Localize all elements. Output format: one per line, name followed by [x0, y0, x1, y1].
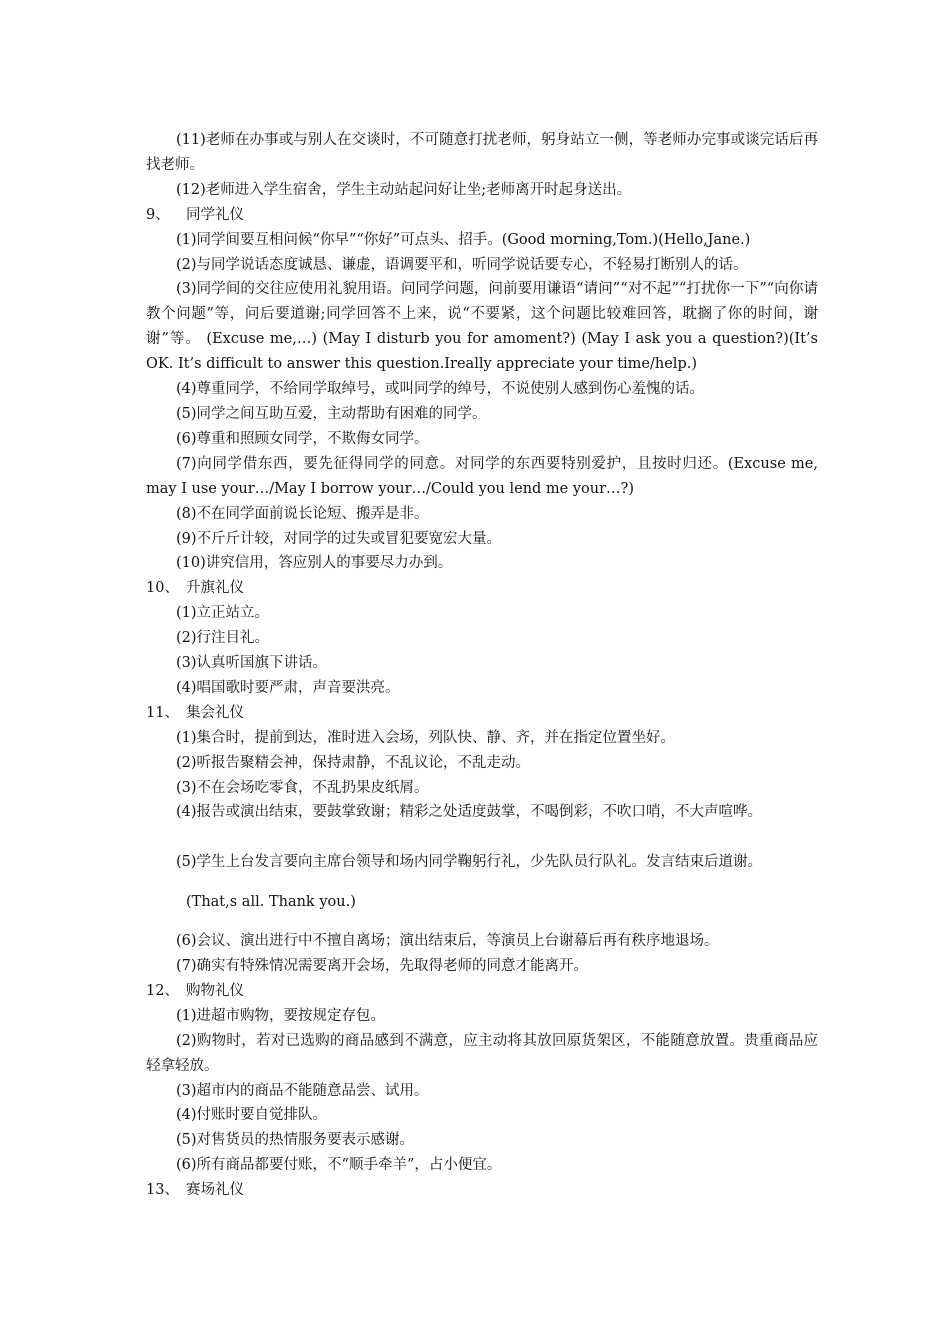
section-title: 同学礼仪	[186, 206, 244, 223]
paragraph: (8)不在同学面前说长论短、搬弄是非。	[176, 505, 429, 522]
section-number: 10、	[146, 580, 179, 597]
section-number: 12、	[146, 982, 179, 999]
document-page	[146, 128, 818, 1203]
paragraph: (11)老师在办事或与别人在交谈时，不可随意打扰老师，躬身站立一侧，等老师办完事或谈完话后再找老师。	[146, 132, 818, 173]
paragraph: (5)学生上台发言要向主席台领导和场内同学鞠躬行礼，少先队员行队礼。发言结束后道谢。	[176, 854, 763, 871]
paragraph: (3)认真听国旗下讲话。	[176, 655, 328, 672]
section-heading	[146, 203, 818, 228]
section-title: 升旗礼仪	[186, 580, 244, 597]
paragraph: (3)超市内的商品不能随意品尝、试用。	[176, 1082, 429, 1099]
paragraph: (5)对售货员的热情服务要表示感谢。	[176, 1132, 415, 1149]
paragraph: (3)同学间的交往应使用礼貌用语。问同学问题，问前要用谦语“请问”“对不起”“打扰你一下”“向你请教个问题”等，问后要道谢;同学回答不上来，说“不要紧，这个问题比较难回答，耽搁了你的时间，谢谢”等。 (Excuse me,…) (May I disturb you for amoment?) (May I ask you a question?)(It’s OK. It’s difficult to answer this question.Ireally appreciate your time/help.)	[146, 281, 818, 373]
paragraph: (2)购物时，若对已选购的商品感到不满意，应主动将其放回原货架区，不能随意放置。贵重商品应轻拿轻放。	[146, 1032, 818, 1074]
section-heading	[146, 701, 818, 726]
paragraph: (3)不在会场吃零食，不乱扔果皮纸屑。	[176, 779, 429, 796]
paragraph: (6)所有商品都要付账，不“顺手牵羊”，占小便宜。	[176, 1157, 502, 1174]
section-heading	[146, 979, 818, 1004]
section-title: 集会礼仪	[186, 704, 244, 721]
section-title: 赛场礼仪	[186, 1182, 244, 1199]
paragraph: (12)老师进入学生宿舍，学生主动站起问好让坐;老师离开时起身送出。	[176, 181, 632, 198]
paragraph: (10)讲究信用，答应别人的事要尽力办到。	[176, 555, 453, 572]
section-title: 购物礼仪	[186, 982, 244, 999]
section-heading	[146, 1178, 818, 1203]
paragraph: (1)集合时，提前到达，准时进入会场，列队快、静、齐，并在指定位置坐好。	[176, 729, 676, 746]
paragraph: (4)报告或演出结束，要鼓掌致谢；精彩之处适度鼓掌，不喝倒彩，不吹口哨，不大声喧哗。	[176, 804, 763, 821]
paragraph: (That,s all. Thank you.)	[186, 893, 356, 910]
paragraph: (4)尊重同学，不给同学取绰号，或叫同学的绰号，不说使别人感到伤心羞愧的话。	[176, 381, 705, 398]
paragraph: (1)同学间要互相问候“你早”“你好”可点头、招手。(Good morning,Tom.)(Hello,Jane.)	[176, 231, 751, 248]
paragraph: (6)尊重和照顾女同学，不欺侮女同学。	[176, 430, 429, 447]
paragraph: (4)唱国歌时要严肃，声音要洪亮。	[176, 679, 400, 696]
section-number: 13、	[146, 1182, 179, 1199]
section-number: 11、	[146, 704, 179, 721]
paragraph: (6)会议、演出进行中不擅自离场；演出结束后，等演员上台谢幕后再有秩序地退场。	[176, 933, 719, 950]
paragraph: (1)进超市购物，要按规定存包。	[176, 1007, 386, 1024]
paragraph: (1)立正站立。	[176, 605, 270, 622]
paragraph: (7)确实有特殊情况需要离开会场，先取得老师的同意才能离开。	[176, 957, 589, 974]
paragraph: (4)付账时要自觉排队。	[176, 1107, 328, 1124]
section-number: 9、	[146, 206, 170, 223]
paragraph: (7)向同学借东西，要先征得同学的同意。对同学的东西要特别爱护，且按时归还。(Excuse me, may I use your…/May I borrow your…/Could you lend me your…?)	[146, 455, 818, 497]
paragraph: (2)听报告聚精会神，保持肃静，不乱议论，不乱走动。	[176, 754, 531, 771]
paragraph: (2)行注目礼。	[176, 630, 270, 647]
section-heading	[146, 576, 818, 601]
blank-line	[146, 825, 818, 850]
paragraph: (5)同学之间互助互爱，主动帮助有困难的同学。	[176, 405, 487, 422]
paragraph: (9)不斤斤计较，对同学的过失或冒犯要宽宏大量。	[176, 530, 502, 547]
paragraph: (2)与同学说话态度诚恳、谦虚，语调要平和，听同学说话要专心，不轻易打断别人的话。	[176, 256, 748, 273]
